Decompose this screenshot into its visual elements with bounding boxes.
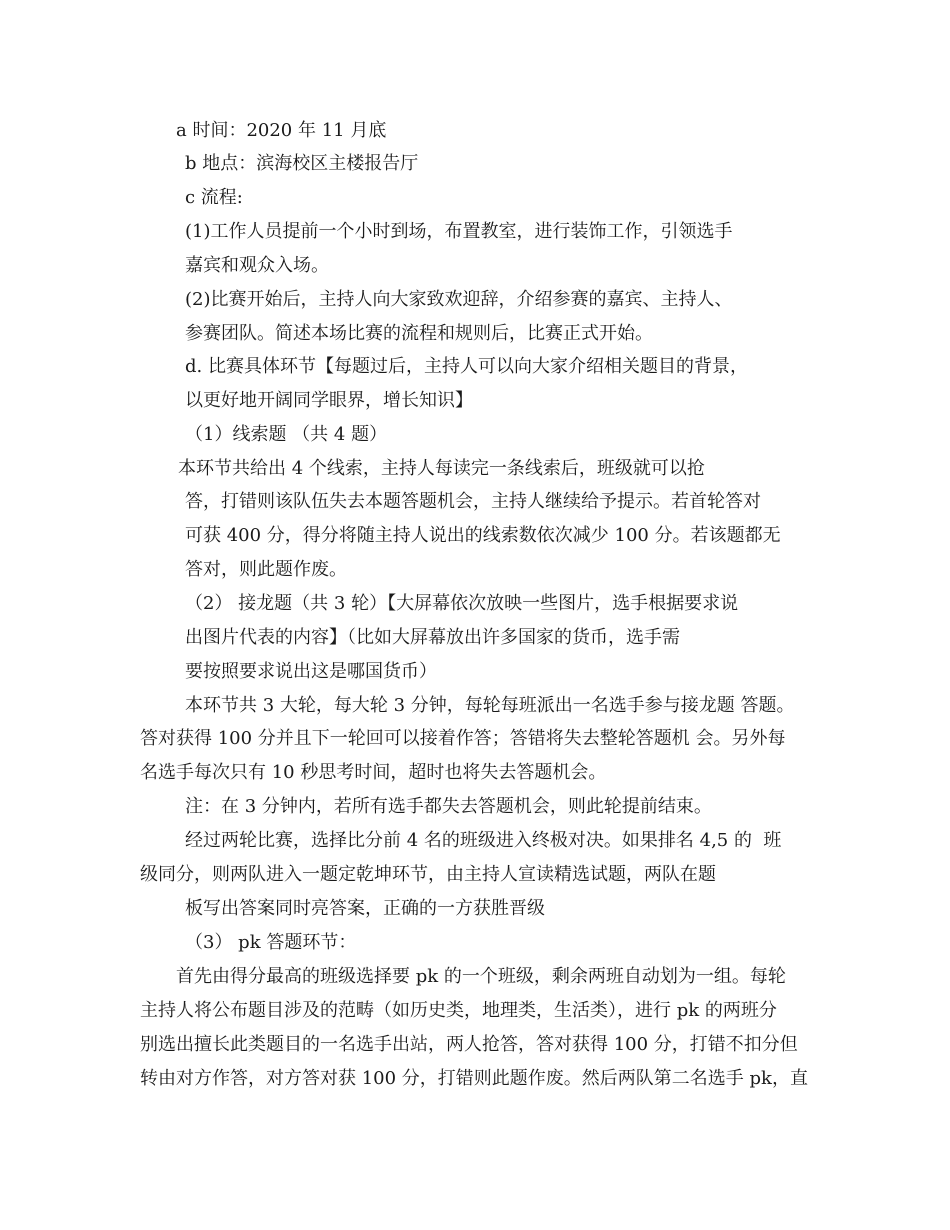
text-line-round-3-heading: （3） pk 答题环节：: [185, 932, 357, 953]
text-line: 级同分，则两队进入一题定乾坤环节，由主持人宣读精选试题，两队在题: [140, 864, 716, 885]
text-line: 首先由得分最高的班级选择要 pk 的一个班级，剩余两班自动划为一组。每轮: [176, 966, 786, 987]
text-line: (2)比赛开始后，主持人向大家致欢迎辞，介绍参赛的嘉宾、主持人、: [185, 289, 733, 310]
text-line: 本环节共 3 大轮，每大轮 3 分钟，每轮每班派出一名选手参与接龙题 答题。: [185, 695, 795, 716]
text-line: 答对获得 100 分并且下一轮回可以接着作答；答错将失去整轮答题机 会。另外每: [140, 728, 786, 749]
text-line: 别选出擅长此类题目的一名选手出站，两人抢答，答对获得 100 分，打错不扣分但: [140, 1034, 798, 1055]
text-line: 本环节共给出 4 个线索，主持人每读完一条线索后，班级就可以抢: [178, 458, 705, 479]
text-line: 板写出答案同时亮答案，正确的一方获胜晋级: [185, 898, 545, 919]
text-line-section-d: d. 比赛具体环节【每题过后，主持人可以向大家介绍相关题目的背景，: [185, 356, 748, 377]
text-line: 答对，则此题作废。: [185, 559, 347, 580]
text-line: 嘉宾和观众入场。: [185, 255, 329, 276]
text-line-round-2-heading: （2） 接龙题（共 3 轮）【大屏幕依次放映一些图片，选手根据要求说: [185, 593, 739, 614]
text-line: (1)工作人员提前一个小时到场，布置教室，进行装饰工作，引领选手: [185, 221, 733, 242]
text-line: 可获 400 分，得分将随主持人说出的线索数依次减少 100 分。若该题都无: [185, 525, 781, 546]
text-line: 转由对方作答，对方答对获 100 分，打错则此题作废。然后两队第二名选手 pk，直: [140, 1068, 808, 1089]
text-line-note: 注：在 3 分钟内，若所有选手都失去答题机会，则此轮提前结束。: [185, 796, 712, 817]
text-line-location: b 地点：滨海校区主楼报告厅: [185, 153, 419, 174]
text-line: 出图片代表的内容】（比如大屏幕放出许多国家的货币，选手需: [185, 627, 680, 648]
text-line: 经过两轮比赛，选择比分前 4 名的班级进入终极对决。如果排名 4,5 的 班: [185, 830, 782, 851]
text-line-round-1-heading: （1）线索题 （共 4 题）: [185, 424, 388, 445]
text-line: 名选手每次只有 10 秒思考时间，超时也将失去答题机会。: [140, 762, 607, 783]
text-line-process-heading: c 流程:: [185, 187, 243, 208]
text-line: 主持人将公布题目涉及的范畴（如历史类，地理类，生活类），进行 pk 的两班分: [140, 1000, 777, 1021]
text-line: 以更好地开阔同学眼界，增长知识】: [185, 390, 473, 411]
text-line: 答，打错则该队伍失去本题答题机会，主持人继续给予提示。若首轮答对: [185, 491, 761, 512]
text-line-time: a 时间：2020 年 11 月底: [176, 120, 387, 141]
text-line: 要按照要求说出这是哪国货币）: [185, 661, 437, 682]
text-line: 参赛团队。简述本场比赛的流程和规则后，比赛正式开始。: [185, 323, 653, 344]
